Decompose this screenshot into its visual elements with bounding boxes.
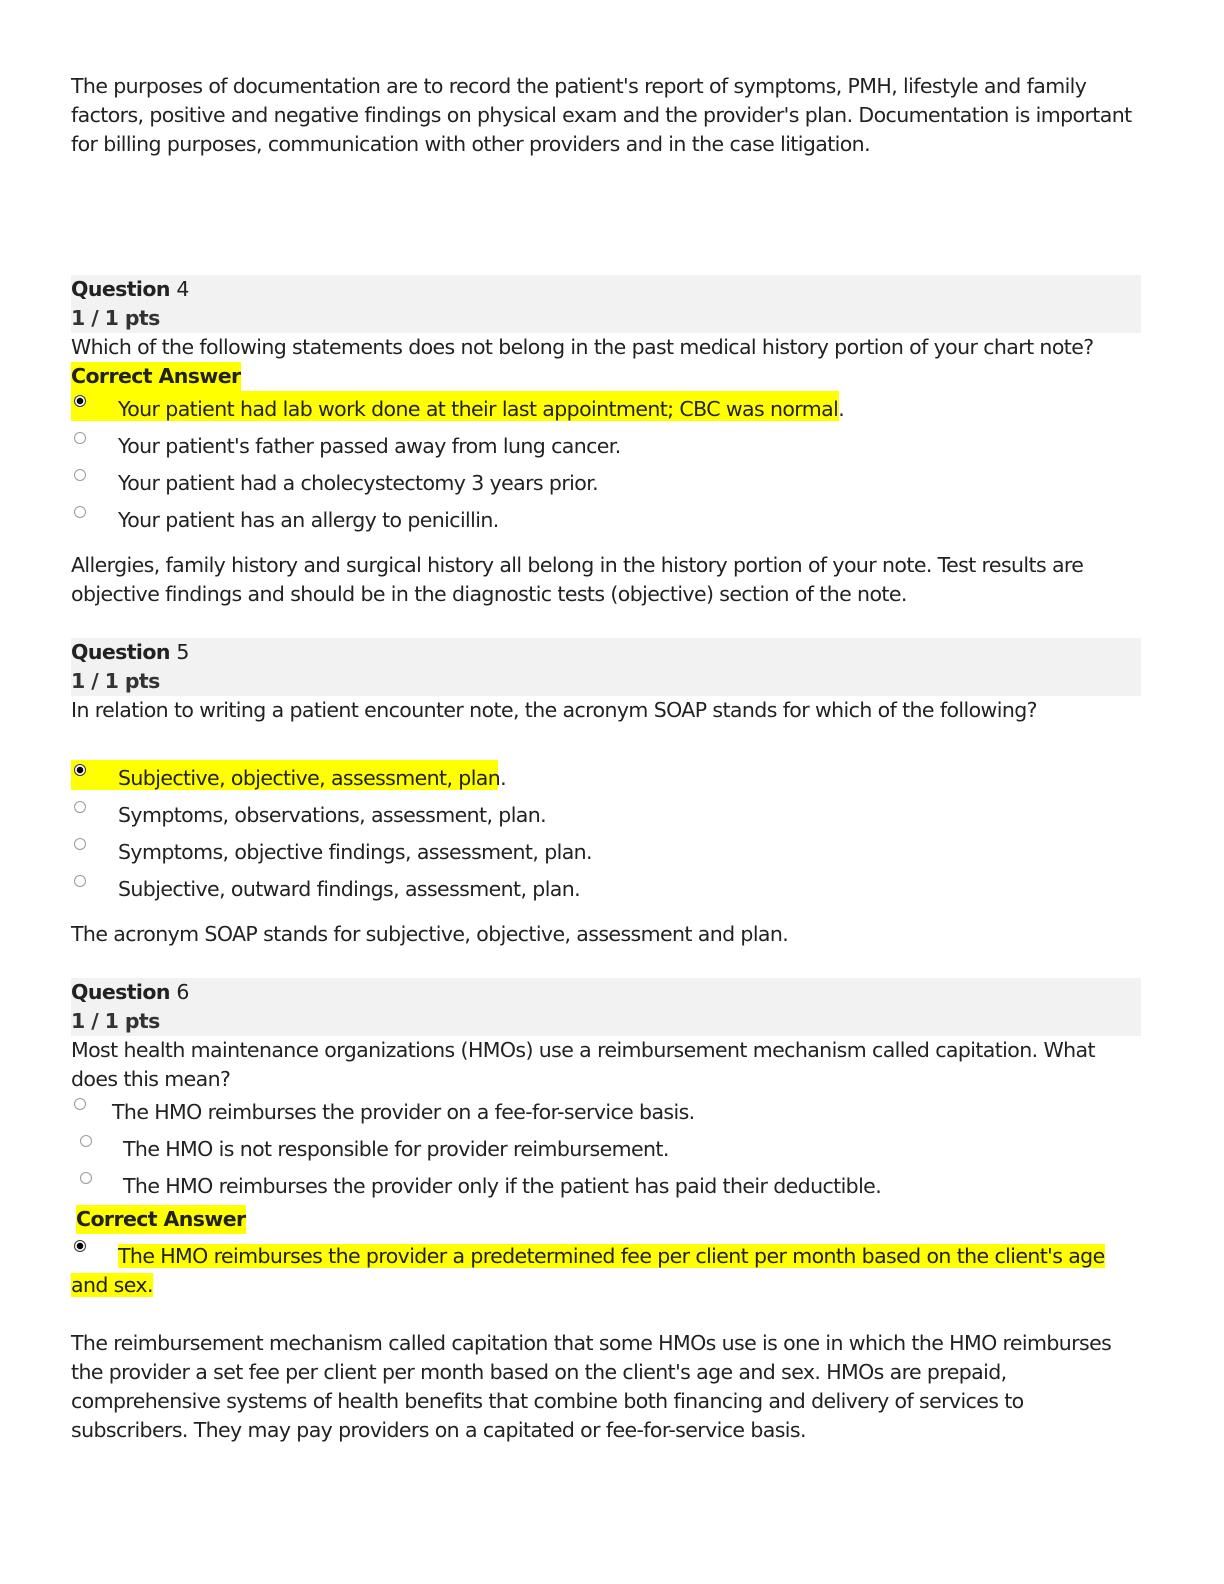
question-6-answer-2[interactable]: The HMO is not responsible for provider reimbursement. (71, 1131, 1141, 1168)
radio-icon[interactable] (74, 1098, 86, 1110)
question-5-feedback: The acronym SOAP stands for subjective, objective, assessment and plan. (71, 922, 789, 946)
question-6-points: 1 / 1 pts (71, 1009, 160, 1033)
question-5-points: 1 / 1 pts (71, 669, 160, 693)
question-4-answer-2[interactable]: Your patient's father passed away from lung cancer. (71, 428, 1141, 465)
question-4-prompt: Which of the following statements does not belong in the past medical history portion of your chart note? (71, 335, 1094, 359)
question-6-header (71, 978, 1141, 1036)
question-5-answer-1[interactable]: Subjective, objective, assessment, plan. (71, 760, 1141, 797)
question-5-answer-3[interactable]: Symptoms, objective findings, assessment, plan. (71, 834, 1141, 871)
radio-icon[interactable] (74, 506, 86, 518)
question-6-answer-4[interactable]: The HMO reimburses the provider a predetermined fee per client per month based on the client's age and sex. (71, 1234, 1141, 1300)
question-6-feedback: The reimbursement mechanism called capitation that some HMOs use is one in which the HMO reimburses the provider a set fee per client per month based on the client's age and sex. HMOs are prepaid, comprehensive systems of health benefits that combine both financing and delivery of services to subscribers. They may pay providers on a capitated or fee-for-service basis. (71, 1331, 1112, 1442)
radio-icon[interactable] (74, 801, 86, 813)
radio-selected-icon[interactable] (74, 1240, 86, 1252)
question-5-header (71, 638, 1141, 696)
question-5-answer-2[interactable]: Symptoms, observations, assessment, plan. (71, 797, 1141, 834)
radio-icon[interactable] (74, 875, 86, 887)
question-4-header (71, 275, 1141, 333)
radio-icon[interactable] (74, 432, 86, 444)
question-6-prompt: Most health maintenance organizations (HMOs) use a reimbursement mechanism called capitation. What does this mean? (71, 1038, 1095, 1091)
question-5-prompt: In relation to writing a patient encounter note, the acronym SOAP stands for which of the following? (71, 698, 1037, 722)
question-5-title: Question 5 (71, 640, 189, 664)
question-4-answer-4[interactable]: Your patient has an allergy to penicillin. (71, 502, 1141, 539)
question-6-answer-3[interactable]: The HMO reimburses the provider only if the patient has paid their deductible. (71, 1168, 1141, 1205)
question-6 (71, 978, 1141, 1445)
radio-icon[interactable] (80, 1135, 92, 1147)
radio-selected-icon[interactable] (74, 395, 86, 407)
correct-answer-label: Correct Answer (76, 1205, 246, 1234)
question-4-answer-3[interactable]: Your patient had a cholecystectomy 3 years prior. (71, 465, 1141, 502)
question-6-answer-1[interactable]: The HMO reimburses the provider on a fee-for-service basis. (71, 1094, 1141, 1131)
question-4-feedback: Allergies, family history and surgical history all belong in the history portion of your note. Test results are objective findings and should be in the diagnostic tests (objective) section of the note. (71, 553, 1084, 606)
question-5 (71, 638, 1141, 949)
radio-icon[interactable] (80, 1172, 92, 1184)
radio-icon[interactable] (74, 469, 86, 481)
question-5-answer-4[interactable]: Subjective, outward findings, assessment, plan. (71, 871, 1141, 908)
question-4 (71, 275, 1141, 609)
intro-paragraph: The purposes of documentation are to record the patient's report of symptoms, PMH, lifestyle and family factors, positive and negative findings on physical exam and the provider's plan. Documentation is important for billing purposes, communication with other providers and in the case litigation. (71, 74, 1132, 156)
question-4-answer-1[interactable]: Your patient had lab work done at their last appointment; CBC was normal. (71, 391, 1141, 428)
question-6-title: Question 6 (71, 980, 189, 1004)
correct-answer-label: Correct Answer (71, 362, 241, 391)
question-4-points: 1 / 1 pts (71, 306, 160, 330)
radio-icon[interactable] (74, 838, 86, 850)
radio-selected-icon[interactable] (74, 764, 86, 776)
question-4-title: Question 4 (71, 277, 189, 301)
document-page (71, 72, 1141, 1445)
